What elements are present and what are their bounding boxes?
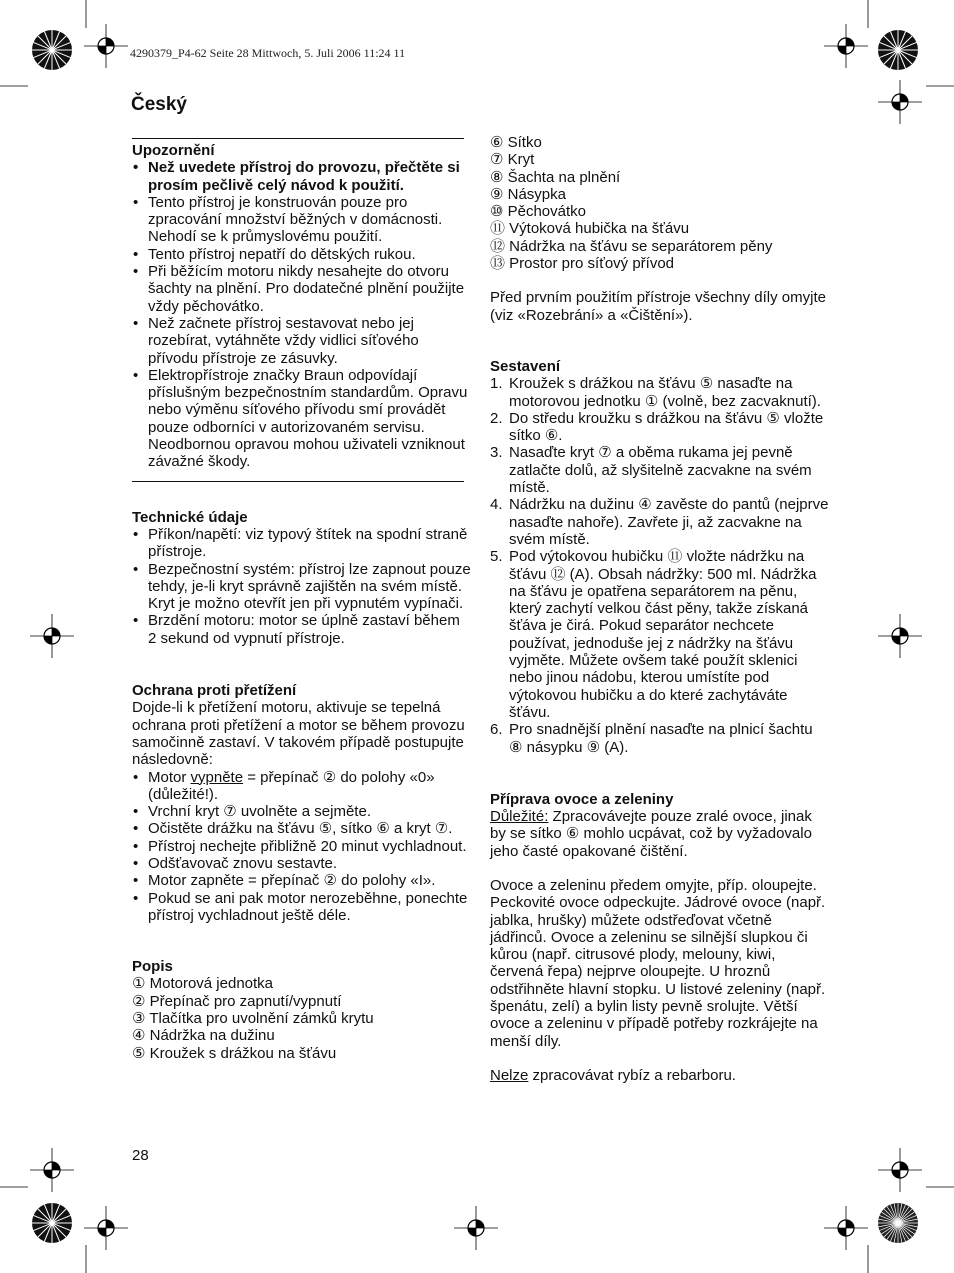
- paragraph: Nelze zpracovávat rybíz a rebarboru.: [490, 1066, 736, 1084]
- part-item: ③ Tlačítka pro uvolnění zámků krytu: [132, 1010, 374, 1028]
- print-slug: 4290379_P4-62 Seite 28 Mittwoch, 5. Juli 2006 11:24 11: [130, 46, 406, 60]
- list-item: • Elektropřístroje značky Braun odpovídají příslušným bezpečnostním standardům. Opravu nebo výměnu síťového přívodu smí provádět pouze odborníci v autorizovaném servisu. Neodbornou opravou mohou uživateli vzniknout závažné škody.: [132, 367, 472, 471]
- section-heading: Popis: [132, 958, 173, 976]
- section-heading: Upozornění: [132, 142, 215, 159]
- section-heading: Technické údaje: [132, 508, 248, 526]
- part-item: ⑩ Pěchovátko: [490, 203, 586, 221]
- paragraph: Dojde-li k přetížení motoru, aktivuje se tepelná ochrana proti přetížení a motor se během provozu samočinně zastaví. V takovém případě postupujte následovně:: [132, 699, 465, 769]
- list-item: • Vrchní kryt ⑦ uvolněte a sejměte.: [132, 803, 472, 820]
- paragraph: Důležité: Zpracovávejte pouze zralé ovoce, jinak by se sítko ⑥ mohlo ucpávat, což by vyžadovalo jeho časté opakované čištění.: [490, 808, 812, 860]
- part-item: ⑥ Sítko: [490, 134, 542, 151]
- section-heading: Sestavení: [490, 357, 561, 375]
- list-item: • Tento přístroj nepatří do dětských rukou.: [132, 246, 472, 263]
- step-item: 4. Nádržku na dužinu ④ zavěste do pantů (nejprve nasaďte nahoře). Zavřete ji, až zacvakne na svém místě.: [490, 496, 829, 548]
- list-item: • Než uvedete přístroj do provozu, přečtěte si prosím pečlivě celý návod k použití.: [132, 159, 472, 194]
- left-column: [132, 142, 472, 1062]
- list-item: • Bezpečnostní systém: přístroj lze zapnout pouze tehdy, je-li kryt správně zajištěn na svém místě. Kryt je možno otevřít jen při vypnutém vypínači.: [132, 561, 472, 613]
- step-item: 1. Kroužek s drážkou na šťávu ⑤ nasaďte na motorovou jednotku ① (volně, bez zacvaknutí).: [490, 375, 821, 410]
- page-title: Český: [131, 94, 187, 115]
- description-continued: [490, 134, 830, 272]
- overload-section: [132, 682, 472, 924]
- part-item: ⑦ Kryt: [490, 151, 535, 169]
- section-heading: Příprava ovoce a zeleniny: [490, 790, 674, 808]
- part-item: ⑪ Výtoková hubička na šťávu: [490, 220, 690, 238]
- divider: [132, 138, 464, 139]
- part-item: ⑬ Prostor pro síťový přívod: [490, 255, 675, 273]
- list-item: • Brzdění motoru: motor se úplně zastaví během 2 sekund od vypnutí přístroje.: [132, 612, 472, 647]
- technical-section: [132, 509, 472, 647]
- warnings-section: [132, 142, 472, 471]
- list-item: • Motor zapněte = přepínač ② do polohy «I».: [132, 872, 472, 889]
- page-number: 28: [132, 1147, 149, 1164]
- list-item: • Tento přístroj je konstruován pouze pro zpracování množství běžných v domácnosti. Nehodí se k průmyslovému použití.: [132, 194, 472, 246]
- list-item: • Motor vypněte = přepínač ② do polohy «0» (důležité!).: [132, 769, 472, 804]
- list-item: • Příkon/napětí: viz typový štítek na spodní straně přístroje.: [132, 526, 472, 561]
- part-item: ⑤ Kroužek s drážkou na šťávu: [132, 1044, 337, 1062]
- step-item: 5. Pod výtokovou hubičku ⑪ vložte nádržku na šťávu ⑫ (A). Obsah nádržky: 500 ml. Nádržka na šťávu je opatřena separátorem na pěnu, který zachytí velkou část pěny, takže získaná šťáva je čirá. Pokud separátor nechcete používat, jednoduše jej z nádržky na šťávu vyjměte. Můžete ovšem také použít sklenici nebo jinou nádobu, kterou umístíte pod výtokovou hubičku a do které zachytáváte šťávu.: [490, 548, 817, 721]
- list-item: • Přístroj nechejte přibližně 20 minut vychladnout.: [132, 838, 472, 855]
- part-item: ⑫ Nádržka na šťávu se separátorem pěny: [490, 237, 773, 255]
- right-column: [490, 134, 830, 1084]
- part-item: ⑨ Násypka: [490, 185, 566, 203]
- part-item: ⑧ Šachta na plnění: [490, 168, 621, 186]
- part-item: ① Motorová jednotka: [132, 975, 274, 993]
- section-heading: Ochrana proti přetížení: [132, 682, 297, 700]
- list-item: • Při běžícím motoru nikdy nesahejte do otvoru šachty na plnění. Pro dodatečné plnění použijte vždy pěchovátko.: [132, 263, 472, 315]
- description-section: [132, 958, 472, 1062]
- step-item: 3. Nasaďte kryt ⑦ a oběma rukama jej pevně zatlačte dolů, až slyšitelně zacvakne na svém místě.: [490, 444, 812, 497]
- list-item: • Odšťavovač znovu sestavte.: [132, 855, 472, 872]
- assembly-section: [490, 358, 830, 756]
- part-item: ④ Nádržka na dužinu: [132, 1027, 275, 1045]
- list-item: • Než začnete přístroj sestavovat nebo jej rozebírat, vytáhněte vždy vidlici síťového přívodu přístroje ze zásuvky.: [132, 315, 472, 367]
- paragraph: Ovoce a zeleninu předem omyjte, příp. oloupejte. Peckovité ovoce odpeckujte. Jádrové ovoce (např. jablka, hrušky) můžete odstřeďovat včetně jádřinců. Ovoce a zeleninu se silnější slupkou či kůrou (např. citrusové plody, melouny, kiwi, červená řepa) nejprve oloupejte. U hroznů odstřihněte hlavní stopku. U listové zeleniny (např. špenátu, zelí) a bylin listy pevně srolujte. Větší ovoce a zeleninu v případě potřeby rozkrájejte na menší díly.: [490, 876, 826, 1050]
- preparation-section: [490, 791, 830, 1084]
- paragraph: Před prvním použitím přístroje všechny díly omyjte (viz «Rozebrání» a «Čištění»).: [490, 289, 826, 324]
- list-item: • Očistěte drážku na šťávu ⑤, sítko ⑥ a kryt ⑦.: [132, 820, 472, 837]
- step-item: 2. Do středu kroužku s drážkou na šťávu ⑤ vložte sítko ⑥.: [490, 409, 824, 445]
- list-item: • Pokud se ani pak motor nerozeběhne, ponechte přístroj vychladnout ještě déle.: [132, 890, 472, 925]
- step-item: 6. Pro snadnější plnění nasaďte na plnicí šachtu ⑧ násypku ⑨ (A).: [490, 721, 813, 756]
- part-item: ② Přepínač pro zapnutí/vypnutí: [132, 992, 342, 1010]
